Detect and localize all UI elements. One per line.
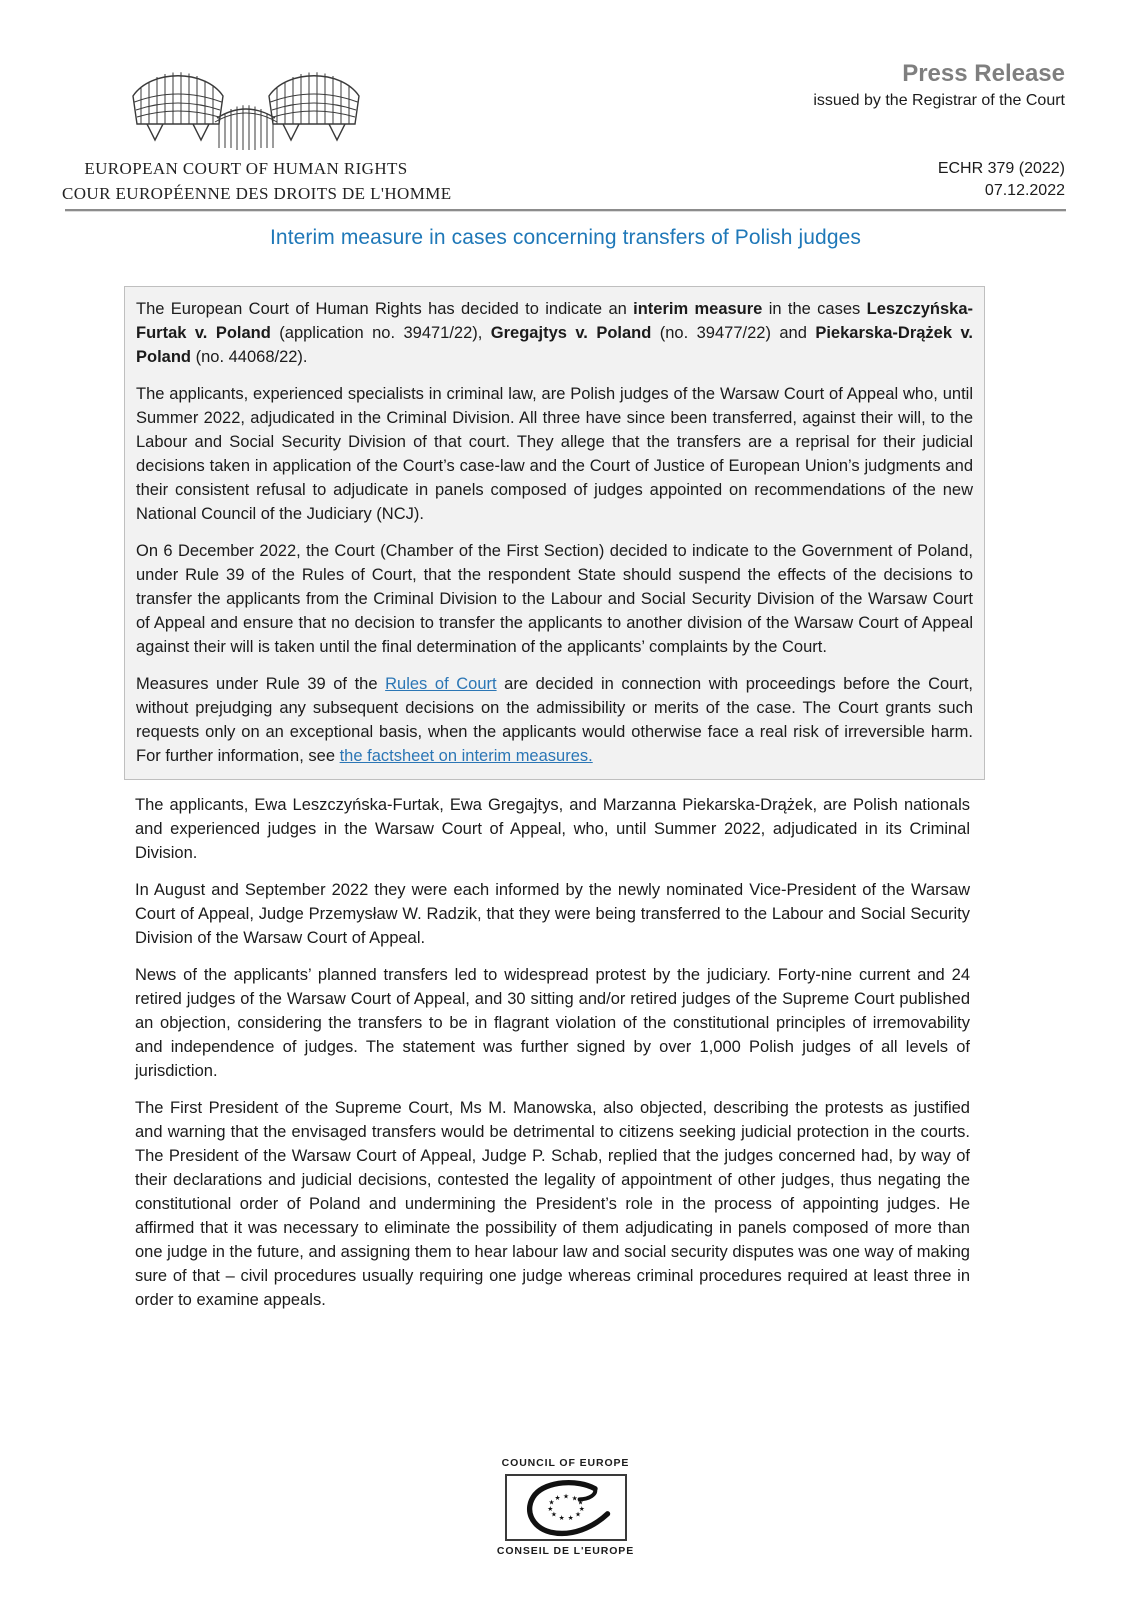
paragraph xyxy=(136,672,973,768)
text-run: (no. 39477/22) and xyxy=(651,324,816,342)
bold-text: Gregajtys v. Poland xyxy=(490,324,652,342)
council-of-europe-fr: CONSEIL DE L'EUROPE xyxy=(496,1545,635,1557)
org-name-en: EUROPEAN COURT OF HUMAN RIGHTS xyxy=(84,159,408,178)
svg-text:★: ★ xyxy=(571,1493,578,1502)
paragraph xyxy=(135,878,970,950)
text-run: The European Court of Human Rights has decided to indicate an xyxy=(136,300,634,318)
text-run: The applicants, Ewa Leszczyńska-Furtak, Ewa Gregajtys, and Marzanna Piekarska-Drążek, are Polish nationals and experienced judges in the Warsaw Court of Appeal, who, until Summer 2022, adjudicated in its Criminal Division. xyxy=(135,796,970,862)
bold-text: Leszczyńska-Furtak v. Poland xyxy=(136,300,973,342)
echr-logo-block xyxy=(62,64,452,206)
header-divider xyxy=(65,209,1066,212)
org-name-fr: COUR EUROPÉENNE DES DROITS DE L'HOMME xyxy=(62,184,452,203)
bold-text: interim measure xyxy=(633,300,763,318)
council-of-europe-emblem xyxy=(505,1474,627,1541)
text-run: (application no. 39471/22), xyxy=(270,324,491,342)
text-run: (no. 44068/22). xyxy=(191,348,308,366)
press-release-label: Press Release xyxy=(902,60,1065,87)
text-run: in the cases xyxy=(762,300,867,318)
svg-text:★: ★ xyxy=(576,1498,584,1507)
page-title: Interim measure in cases concerning transfers of Polish judges xyxy=(270,226,861,249)
summary-box xyxy=(124,286,985,780)
svg-text:★: ★ xyxy=(562,1491,569,1500)
document-body xyxy=(124,286,985,1325)
text-run: News of the applicants’ planned transfers led to widespread protest by the judiciary. Forty-nine current and 24 retired judges of the Warsaw Court of Appeal, and 30 sitting and/or retired judges of the Supreme Court published an objection, considering the transfers to be in flagrant violation of the constitutional principles of irremovability and independence of judges. The statement was further signed by over 1,000 Polish judges of all levels of jurisdiction. xyxy=(135,966,970,1080)
svg-text:★: ★ xyxy=(567,1513,574,1522)
council-of-europe-footer xyxy=(0,1456,1131,1559)
svg-text:★: ★ xyxy=(547,1498,555,1507)
header-meta-block xyxy=(813,60,1065,202)
coe-stylized-e-icon xyxy=(514,1479,618,1537)
body-paragraphs xyxy=(135,793,970,1312)
svg-text:★: ★ xyxy=(578,1504,585,1513)
svg-text:★: ★ xyxy=(550,1510,557,1519)
text-run: In August and September 2022 they were each informed by the newly nominated Vice-President of the Warsaw Court of Appeal, Judge Przemysław W. Radzik, that they were being transferred to the Labour and Social Security Division of the Warsaw Court of Appeal. xyxy=(135,881,970,947)
paragraph xyxy=(136,539,973,659)
reference-number: ECHR 379 (2022) xyxy=(937,160,1065,177)
bold-text: Piekarska-Drążek v. Poland xyxy=(136,324,973,366)
text-run: On 6 December 2022, the Court (Chamber of the First Section) decided to indicate to the Government of Poland, under Rule 39 of the Rules of Court, that the respondent State should suspend the effects of the decisions to transfer the applicants from the Criminal Division to the Labour and Social Security Division of the Warsaw Court of Appeal and ensure that no decision to transfer the applicants to another division of the Warsaw Court of Appeal against their will is taken until the final determination of the applicants’ complaints by the Court. xyxy=(136,542,973,656)
paragraph xyxy=(136,382,973,526)
paragraph xyxy=(135,963,970,1083)
factsheet-interim-measures-link[interactable]: the factsheet on interim measures. xyxy=(339,747,593,765)
svg-text:★: ★ xyxy=(574,1510,581,1519)
paragraph xyxy=(136,297,973,369)
release-date: 07.12.2022 xyxy=(984,182,1065,199)
council-of-europe-en: COUNCIL OF EUROPE xyxy=(501,1457,630,1469)
paragraph xyxy=(135,793,970,865)
svg-text:★: ★ xyxy=(554,1493,561,1502)
issued-by-label: issued by the Registrar of the Court xyxy=(813,92,1065,109)
rules-of-court-link[interactable]: Rules of Court xyxy=(385,675,497,693)
text-run: are decided in connection with proceedings before the Court, without prejudging any subsequent decisions on the admissibility or merits of the case. The Court grants such requests only on an exceptional basis, when the applicants would otherwise face a real risk of irreversible harm. For further information, see xyxy=(136,675,974,765)
svg-text:★: ★ xyxy=(546,1504,553,1513)
text-run: The applicants, experienced specialists in criminal law, are Polish judges of the Warsaw Court of Appeal who, until Summer 2022, adjudicated in the Criminal Division. All three have since been transferred, against their will, to the Labour and Social Security Division of that court. They allege that the transfers are a reprisal for their judicial decisions taken in application of the Court’s case-law and the Court of Justice of European Union’s judgments and their consistent refusal to adjudicate in panels composed of judges appointed on recommendations of the new National Council of the Judiciary (NCJ). xyxy=(136,385,973,523)
paragraph xyxy=(135,1096,970,1312)
echr-building-logo xyxy=(101,64,391,156)
text-run: Measures under Rule 39 of the xyxy=(136,675,386,693)
text-run: The First President of the Supreme Court, Ms M. Manowska, also objected, describing the protests as justified and warning that the envisaged transfers would be detrimental to citizens seeking judicial protection in the courts. The President of the Warsaw Court of Appeal, Judge P. Schab, replied that the judges concerned had, by way of their declarations and judicial decisions, contested the legality of appointment of other judges, thus negating the constitutional order of Poland and undermining the President’s role in the process of appointing judges. He affirmed that it was necessary to eliminate the possibility of them adjudicating in panels composed of more than one judge in the future, and assigning them to hear labour law and social security disputes was one way of making sure of that – civil procedures usually requiring one judge whereas criminal procedures required at least three in order to examine appeals. xyxy=(135,1099,970,1309)
svg-text:★: ★ xyxy=(558,1513,565,1522)
